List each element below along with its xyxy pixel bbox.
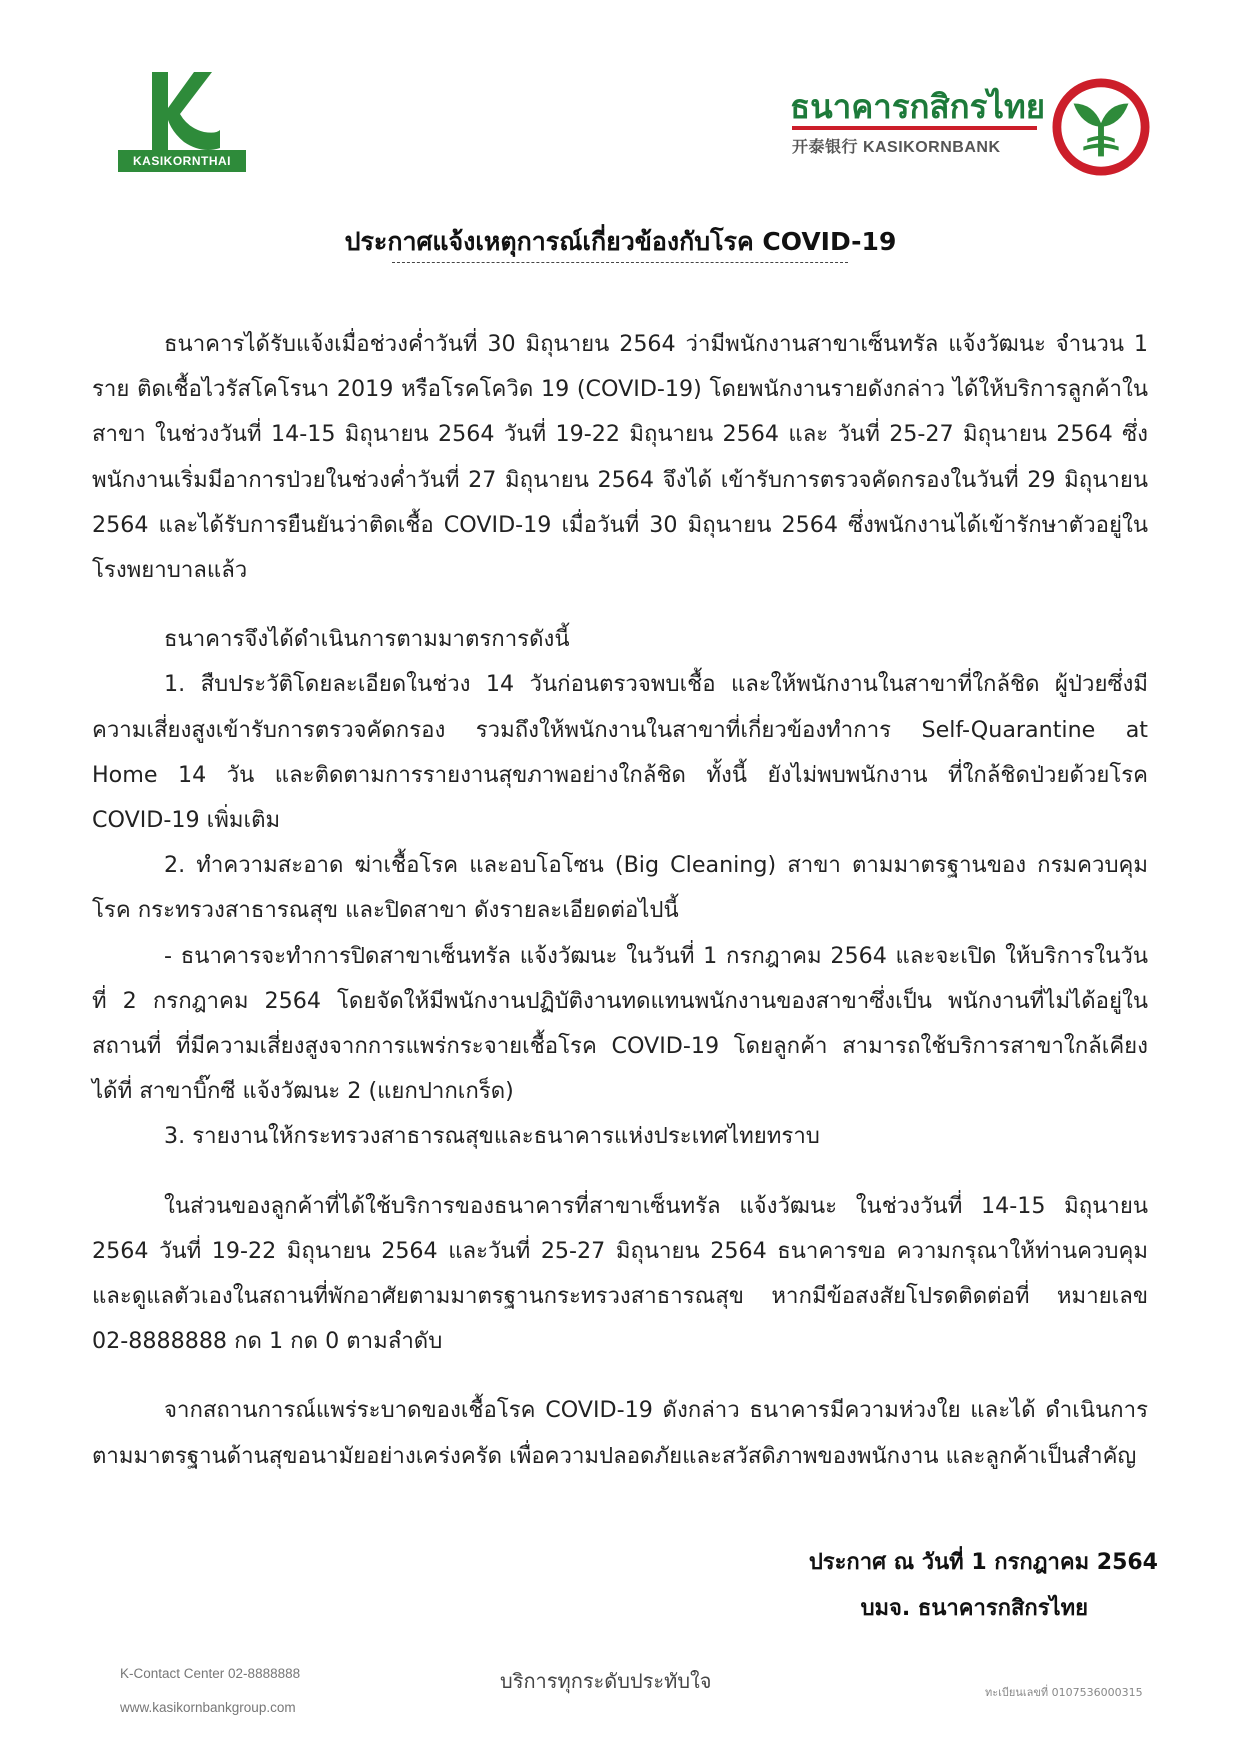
bank-name-thai: ธนาคารกสิกรไทย	[790, 87, 1046, 126]
k-logo-icon	[142, 70, 222, 152]
rice-ear-emblem-icon	[1052, 78, 1150, 176]
footer-slogan: บริการทุกระดับประทับใจ	[500, 1669, 712, 1693]
paragraph-closing: จากสถานการณ์แพร่ระบาดของเชื้อโรค COVID-19 ดังกล่าว ธนาคารมีความห่วงใย และได้ ดำเนินการตามมาตรฐานด้านสุขอนามัยอย่างเคร่งครัด เพื่อความปลอดภัยและสวัสดิภาพของพนักงาน และลูกค้าเป็นสำคัญ	[92, 1397, 1148, 1469]
measure-item-2-detail: - ธนาคารจะทำการปิดสาขาเซ็นทรัล แจ้งวัฒนะ ในวันที่ 1 กรกฎาคม 2564 และจะเปิด ให้บริการในวันที่ 2 กรกฎาคม 2564 โดยจัดให้มีพนักงานปฏิบัติงานทดแทนพนักงานของสาขาซึ่งเป็น พนักงานที่ไม่ได้อยู่ในสถานที่ ที่มีความเสี่ยงสูงจากการแพร่กระจายเชื้อโรค COVID-19 โดยลูกค้า สามารถใช้บริการสาขาใกล้เคียง ได้ที่ สาขาบิ๊กซี แจ้งวัฒนะ 2 (แยกปากเกร็ด)	[92, 942, 1148, 1105]
kasikornbank-logo	[790, 78, 1160, 178]
page-title: ประกาศแจ้งเหตุการณ์เกี่ยวข้องกับโรค COVID-19	[344, 227, 897, 256]
logo-divider	[792, 126, 1037, 130]
footer-contact-block	[120, 1657, 300, 1725]
measure-item-3: 3. รายงานให้กระทรวงสาธารณสุขและธนาคารแห่งประเทศไทยทราบ	[164, 1123, 820, 1150]
website-link[interactable]: www.kasikornbankgroup.com	[120, 1700, 296, 1715]
registration-number: ทะเบียนเลขที่ 0107536000315	[985, 1686, 1143, 1699]
paragraph-measures-intro: ธนาคารจึงได้ดำเนินการตามมาตรการดังนี้	[164, 626, 570, 653]
bank-name-english: 开泰银行 KASIKORNBANK	[792, 139, 1001, 156]
company-name: บมจ. ธนาคารกสิกรไทย	[860, 1596, 1088, 1621]
announcement-body	[92, 322, 1148, 1479]
title-divider	[392, 262, 848, 263]
announcement-date: ประกาศ ณ วันที่ 1 กรกฎาคม 2564	[808, 1550, 1158, 1575]
paragraph-incident: ธนาคารได้รับแจ้งเมื่อช่วงค่ำวันที่ 30 มิถุนายน 2564 ว่ามีพนักงานสาขาเซ็นทรัล แจ้งวัฒนะ จำนวน 1 ราย ติดเชื้อไวรัสโคโรนา 2019 หรือโรคโควิด 19 (COVID-19) โดยพนักงานรายดังกล่าว ได้ให้บริการลูกค้าในสาขา ในช่วงวันที่ 14-15 มิถุนายน 2564 วันที่ 19-22 มิถุนายน 2564 และ วันที่ 25-27 มิถุนายน 2564 ซึ่งพนักงานเริ่มมีอาการป่วยในช่วงค่ำวันที่ 27 มิถุนายน 2564 จึงได้ เข้ารับการตรวจคัดกรองในวันที่ 29 มิถุนายน 2564 และได้รับการยืนยันว่าติดเชื้อ COVID-19 เมื่อวันที่ 30 มิถุนายน 2564 ซึ่งพนักงานได้เข้ารักษาตัวอยู่ในโรงพยาบาลแล้ว	[92, 331, 1148, 584]
measure-item-2: 2. ทำความสะอาด ฆ่าเชื้อโรค และอบโอโซน (Big Cleaning) สาขา ตามมาตรฐานของ กรมควบคุมโรค กระทรวงสาธารณสุข และปิดสาขา ดังรายละเอียดต่อไปนี้	[92, 852, 1148, 924]
contact-center: K-Contact Center 02-8888888	[120, 1666, 301, 1681]
kasikornthai-label: KASIKORNTHAI	[118, 150, 246, 172]
kasikornthai-logo	[118, 70, 246, 180]
paragraph-customers: ในส่วนของลูกค้าที่ได้ใช้บริการของธนาคารที่สาขาเซ็นทรัล แจ้งวัฒนะ ในช่วงวันที่ 14-15 มิถุนายน 2564 วันที่ 19-22 มิถุนายน 2564 และวันที่ 25-27 มิถุนายน 2564 ธนาคารขอ ความกรุณาให้ท่านควบคุมและดูแลตัวเองในสถานที่พักอาศัยตามมาตรฐานกระทรวงสาธารณสุข หากมีข้อสงสัยโปรดติดต่อที่ หมายเลข 02-8888888 กด 1 กด 0 ตามลำดับ	[92, 1192, 1148, 1355]
measure-item-1: 1. สืบประวัติโดยละเอียดในช่วง 14 วันก่อนตรวจพบเชื้อ และให้พนักงานในสาขาที่ใกล้ชิด ผู้ป่วยซึ่งมีความเสี่ยงสูงเข้ารับการตรวจคัดกรอง รวมถึงให้พนักงานในสาขาที่เกี่ยวข้องทำการ Self-Quarantine at Home 14 วัน และติดตามการรายงานสุขภาพอย่างใกล้ชิด ทั้งนี้ ยังไม่พบพนักงาน ที่ใกล้ชิดป่วยด้วยโรค COVID-19 เพิ่มเติม	[92, 671, 1148, 834]
